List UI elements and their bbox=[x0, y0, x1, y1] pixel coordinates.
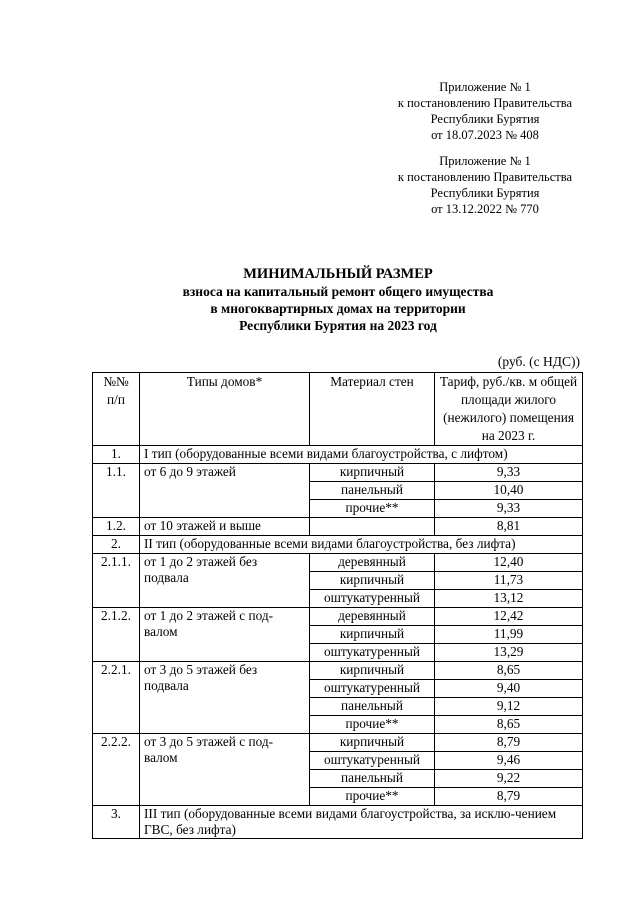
tariff-value: 8,65 bbox=[435, 662, 583, 680]
section-label: I тип (оборудованные всеми видами благоустройства, с лифтом) bbox=[140, 446, 583, 464]
table-row bbox=[93, 536, 583, 554]
appendix-line: Республики Бурятия bbox=[430, 186, 540, 200]
table-row bbox=[93, 464, 583, 482]
row-num: 2.2.2. bbox=[93, 734, 140, 806]
table-row bbox=[93, 554, 583, 572]
house-type: от 6 до 9 этажей bbox=[140, 464, 310, 518]
title-line: в многоквартирных домах на территории bbox=[210, 301, 466, 316]
table-row bbox=[93, 608, 583, 626]
appendix-note-previous bbox=[380, 153, 590, 217]
section-label: II тип (оборудованные всеми видами благоустройства, без лифта) bbox=[140, 536, 583, 554]
header-material: Материал стен bbox=[310, 373, 435, 446]
tariff-value: 9,22 bbox=[435, 770, 583, 788]
house-type: от 3 до 5 этажей с под-валом bbox=[140, 734, 310, 806]
tariff-value: 12,40 bbox=[435, 554, 583, 572]
header-tariff: Тариф, руб./кв. м общей площади жилого (нежилого) помещения на 2023 г. bbox=[435, 373, 583, 446]
wall-material: оштукатуренный bbox=[310, 590, 435, 608]
tariff-value: 11,73 bbox=[435, 572, 583, 590]
row-num: 1. bbox=[93, 446, 140, 464]
unit-note: (руб. (с НДС)) bbox=[497, 354, 580, 369]
tariff-table bbox=[92, 372, 583, 839]
wall-material: прочие** bbox=[310, 716, 435, 734]
house-type: от 1 до 2 этажей без подвала bbox=[140, 554, 310, 608]
tariff-value: 8,79 bbox=[435, 788, 583, 806]
table-row bbox=[93, 806, 583, 839]
tariff-value: 8,81 bbox=[435, 518, 583, 536]
house-type: от 10 этажей и выше bbox=[140, 518, 310, 536]
wall-material: оштукатуренный bbox=[310, 752, 435, 770]
row-num: 1.2. bbox=[93, 518, 140, 536]
tariff-value: 12,42 bbox=[435, 608, 583, 626]
tariff-value: 8,79 bbox=[435, 734, 583, 752]
house-type: от 1 до 2 этажей с под-валом bbox=[140, 608, 310, 662]
row-num: 3. bbox=[93, 806, 140, 839]
tariff-value: 13,29 bbox=[435, 644, 583, 662]
wall-material: кирпичный bbox=[310, 626, 435, 644]
section-label: III тип (оборудованные всеми видами благоустройства, за исклю-чением ГВС, без лифта) bbox=[140, 806, 583, 839]
row-num: 2.2.1. bbox=[93, 662, 140, 734]
tariff-value: 13,12 bbox=[435, 590, 583, 608]
wall-material: кирпичный bbox=[310, 572, 435, 590]
table-header-row bbox=[93, 373, 583, 446]
wall-material: кирпичный bbox=[310, 734, 435, 752]
row-num: 2.1.2. bbox=[93, 608, 140, 662]
wall-material: кирпичный bbox=[310, 662, 435, 680]
appendix-line: Приложение № 1 bbox=[439, 80, 531, 94]
header-num: №№ п/п bbox=[93, 373, 140, 446]
tariff-value: 9,33 bbox=[435, 500, 583, 518]
tariff-value: 9,12 bbox=[435, 698, 583, 716]
table-row bbox=[93, 734, 583, 752]
wall-material: панельный bbox=[310, 698, 435, 716]
wall-material: оштукатуренный bbox=[310, 644, 435, 662]
row-num: 2. bbox=[93, 536, 140, 554]
tariff-value: 10,40 bbox=[435, 482, 583, 500]
tariff-value: 11,99 bbox=[435, 626, 583, 644]
document-title bbox=[80, 266, 596, 334]
header-type: Типы домов* bbox=[140, 373, 310, 446]
wall-material bbox=[310, 518, 435, 536]
tariff-value: 9,33 bbox=[435, 464, 583, 482]
tariff-value: 9,46 bbox=[435, 752, 583, 770]
wall-material: деревянный bbox=[310, 554, 435, 572]
wall-material: прочие** bbox=[310, 788, 435, 806]
row-num: 1.1. bbox=[93, 464, 140, 518]
table-row bbox=[93, 446, 583, 464]
appendix-line: Республики Бурятия bbox=[430, 112, 540, 126]
appendix-note-current bbox=[380, 79, 590, 143]
wall-material: деревянный bbox=[310, 608, 435, 626]
title-line: взноса на капитальный ремонт общего имущества bbox=[182, 284, 494, 299]
table-row bbox=[93, 518, 583, 536]
title-line: МИНИМАЛЬНЫЙ РАЗМЕР bbox=[243, 266, 433, 282]
appendix-line: от 13.12.2022 № 770 bbox=[431, 202, 539, 216]
appendix-line: от 18.07.2023 № 408 bbox=[431, 128, 539, 142]
house-type: от 3 до 5 этажей без подвала bbox=[140, 662, 310, 734]
appendix-line: к постановлению Правительства bbox=[397, 96, 573, 110]
tariff-value: 9,40 bbox=[435, 680, 583, 698]
wall-material: панельный bbox=[310, 770, 435, 788]
wall-material: панельный bbox=[310, 482, 435, 500]
appendix-line: Приложение № 1 bbox=[439, 154, 531, 168]
appendix-line: к постановлению Правительства bbox=[397, 170, 573, 184]
wall-material: оштукатуренный bbox=[310, 680, 435, 698]
row-num: 2.1.1. bbox=[93, 554, 140, 608]
title-line: Республики Бурятия на 2023 год bbox=[239, 318, 437, 333]
wall-material: прочие** bbox=[310, 500, 435, 518]
table-row bbox=[93, 662, 583, 680]
tariff-value: 8,65 bbox=[435, 716, 583, 734]
wall-material: кирпичный bbox=[310, 464, 435, 482]
